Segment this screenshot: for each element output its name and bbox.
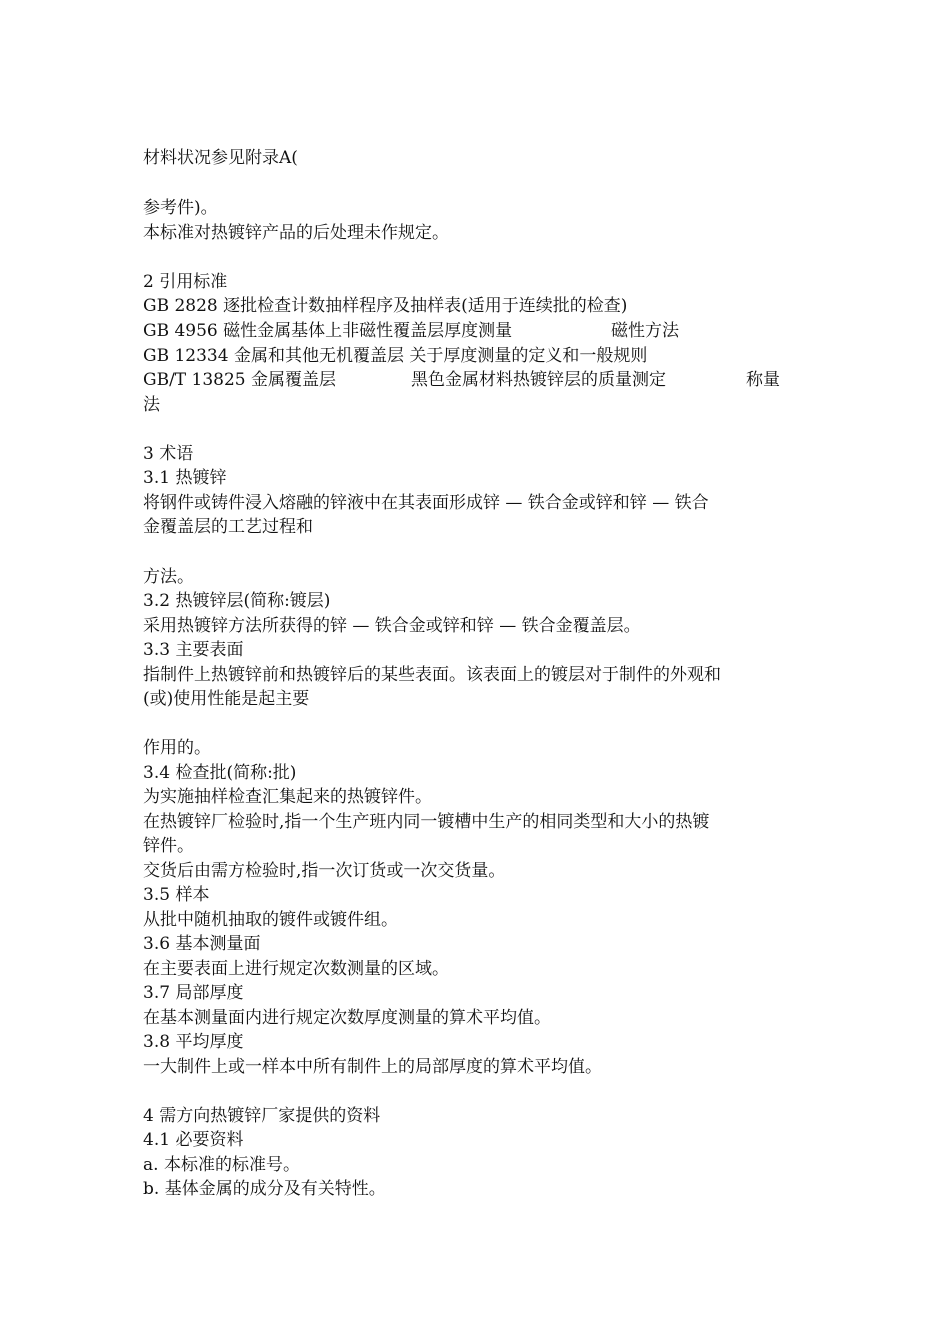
section-4-heading: 4 需方向热镀锌厂家提供的资料 — [143, 1106, 381, 1126]
term-3-2-line-1: 采用热镀锌方法所获得的锌 — 铁合金或锌和锌 — 铁合金覆盖层。 — [143, 616, 641, 636]
paragraph-material: 材料状况参见附录A( — [143, 148, 298, 168]
term-3-3-heading: 3.3 主要表面 — [143, 640, 244, 660]
term-3-1-line-1: 将钢件或铸件浸入熔融的锌液中在其表面形成锌 — 铁合金或锌和锌 — 铁合 — [143, 493, 709, 513]
term-3-8-heading: 3.8 平均厚度 — [143, 1032, 244, 1052]
term-3-4-line-4: 交货后由需方检验时,指一次订货或一次交货量。 — [143, 861, 506, 881]
term-3-1-line-2: 金覆盖层的工艺过程和 — [143, 517, 313, 537]
ref-gbt13825-method: 称量 — [746, 370, 780, 390]
term-3-8-line-1: 一大制件上或一样本中所有制件上的局部厚度的算术平均值。 — [143, 1057, 602, 1077]
ref-gb4956-title: GB 4956 磁性金属基体上非磁性覆盖层厚度测量 — [143, 321, 513, 341]
term-3-3-line-1: 指制件上热镀锌前和热镀锌后的某些表面。该表面上的镀层对于制件的外观和 — [143, 665, 721, 685]
term-3-4-line-1: 为实施抽样检查汇集起来的热镀锌件。 — [143, 787, 432, 807]
term-3-4-line-3: 锌件。 — [143, 836, 194, 856]
ref-gb4956-method: 磁性方法 — [611, 321, 679, 341]
list-item-b: b. 基体金属的成分及有关特性。 — [143, 1179, 386, 1199]
term-3-3-line-2: (或)使用性能是起主要 — [143, 689, 310, 709]
ref-gb2828: GB 2828 逐批检查计数抽样程序及抽样表(适用于连续批的检查) — [143, 296, 628, 316]
term-3-2-heading: 3.2 热镀锌层(简称:镀层) — [143, 591, 331, 611]
ref-gbt13825-continued: 法 — [143, 395, 160, 415]
term-3-7-line-1: 在基本测量面内进行规定次数厚度测量的算术平均值。 — [143, 1008, 551, 1028]
section-2-heading: 2 引用标准 — [143, 272, 228, 292]
ref-gbt13825-subtitle: 黑色金属材料热镀锌层的质量测定 — [411, 370, 666, 390]
ref-gb4956 — [143, 319, 803, 343]
term-3-6-heading: 3.6 基本测量面 — [143, 934, 261, 954]
term-3-1-line-3: 方法。 — [143, 567, 194, 587]
section-3-heading: 3 术语 — [143, 444, 194, 464]
list-item-a: a. 本标准的标准号。 — [143, 1155, 300, 1175]
term-3-7-heading: 3.7 局部厚度 — [143, 983, 244, 1003]
term-3-3-line-3: 作用的。 — [143, 738, 211, 758]
ref-gbt13825 — [143, 368, 803, 392]
paragraph-reference: 参考件)。 — [143, 198, 218, 218]
term-3-5-heading: 3.5 样本 — [143, 885, 210, 905]
section-4-1-heading: 4.1 必要资料 — [143, 1130, 244, 1150]
term-3-1-heading: 3.1 热镀锌 — [143, 468, 227, 488]
term-3-4-heading: 3.4 检查批(简称:批) — [143, 763, 297, 783]
ref-gb12334: GB 12334 金属和其他无机覆盖层 关于厚度测量的定义和一般规则 — [143, 346, 648, 366]
term-3-5-line-1: 从批中随机抽取的镀件或镀件组。 — [143, 910, 398, 930]
ref-gbt13825-title: GB/T 13825 金属覆盖层 — [143, 370, 337, 390]
paragraph-post-treatment: 本标准对热镀锌产品的后处理未作规定。 — [143, 223, 449, 243]
term-3-6-line-1: 在主要表面上进行规定次数测量的区域。 — [143, 959, 449, 979]
term-3-4-line-2: 在热镀锌厂检验时,指一个生产班内同一镀槽中生产的相同类型和大小的热镀 — [143, 812, 710, 832]
